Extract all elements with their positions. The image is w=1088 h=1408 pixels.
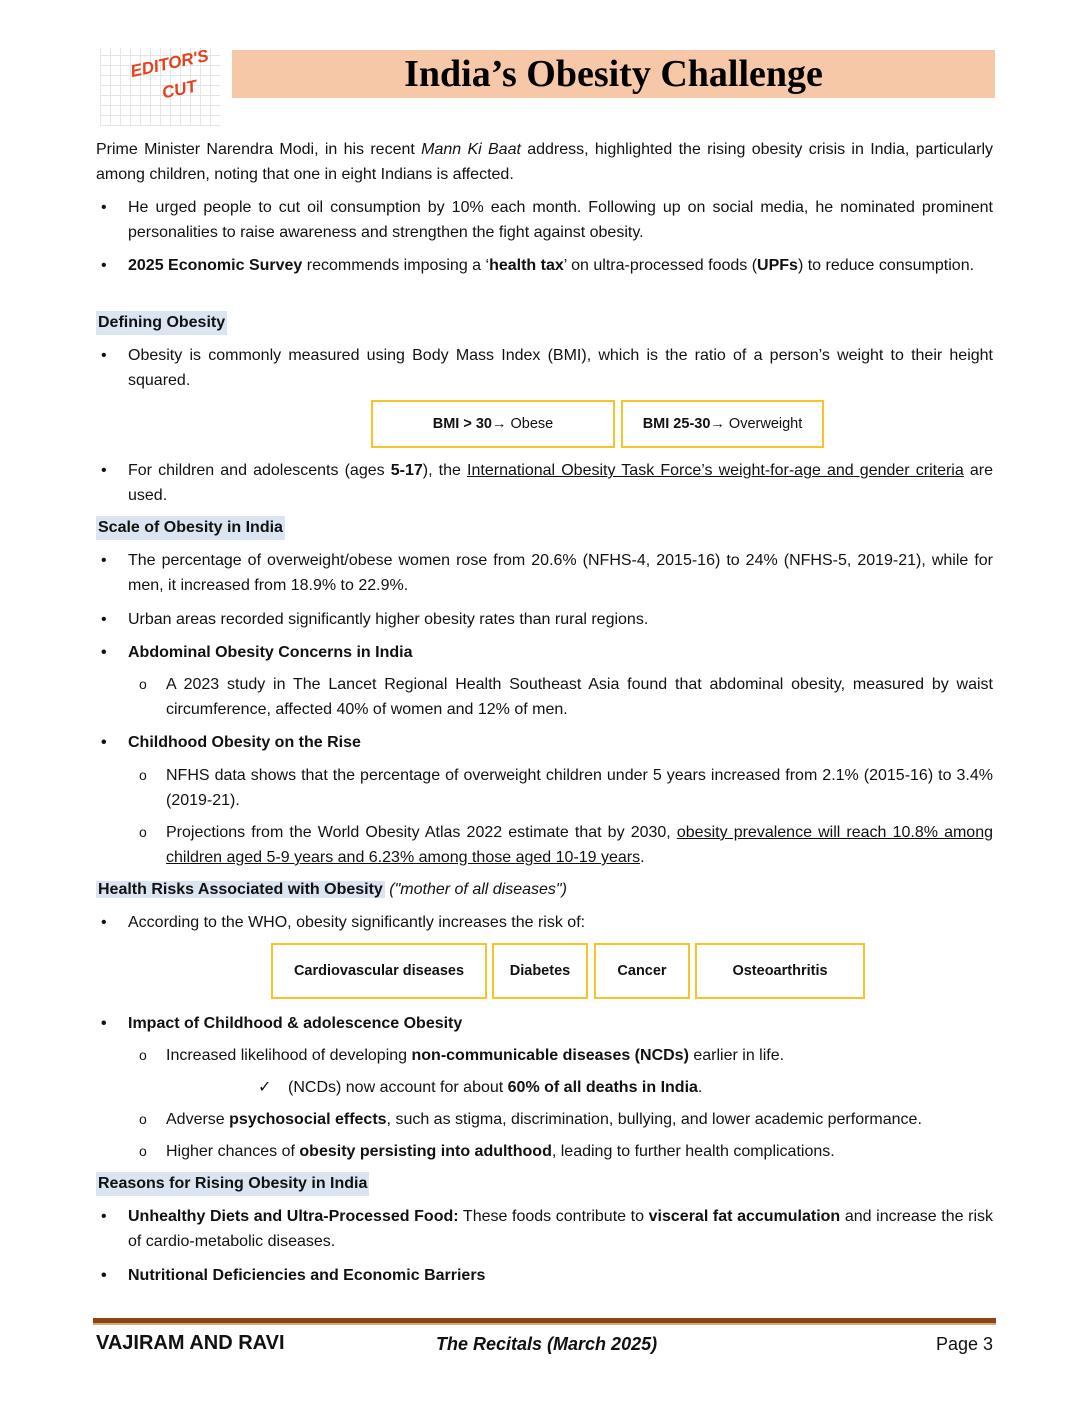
section-heading: Defining Obesity (96, 311, 227, 335)
risk-box: Cancer (594, 943, 690, 999)
list-item: • Unhealthy Diets and Ultra-Processed Food: These foods contribute to visceral fat accumulation and increase the risk of cardio-metabolic diseases. (128, 1204, 993, 1254)
logo-text: EDITOR'S (128, 45, 211, 82)
list-item: • The percentage of overweight/obese women rose from 20.6% (NFHS-4, 2015-16) to 24% (NFHS-5, 2019-21), while for men, it increased from 18.9% to 22.9%. (128, 548, 993, 598)
list-item: • Nutritional Deficiencies and Economic Barriers (128, 1263, 993, 1288)
risk-box: Osteoarthritis (695, 943, 865, 999)
sub-list-item: o Projections from the World Obesity Atlas 2022 estimate that by 2030, obesity prevalence will reach 10.8% among children aged 5-9 years and 6.23% among those aged 10-19 years. (166, 820, 993, 870)
bmi-box-obese: BMI > 30 → Obese (371, 400, 615, 448)
footer-divider (93, 1318, 996, 1325)
footer-org: VAJIRAM AND RAVI (96, 1332, 285, 1354)
check-list-item: ✓ (NCDs) now account for about 60% of all deaths in India. (288, 1075, 993, 1100)
sub-list-item: o Increased likelihood of developing non-communicable diseases (NCDs) earlier in life. (166, 1043, 993, 1068)
list-item: • Urban areas recorded significantly higher obesity rates than rural regions. (128, 607, 993, 632)
editors-cut-logo (100, 45, 220, 126)
list-item: • Obesity is commonly measured using Body Mass Index (BMI), which is the ratio of a person’s weight to their height squared. (128, 343, 993, 393)
list-item: • 2025 Economic Survey recommends imposing a ‘health tax’ on ultra-processed foods (UPFs) to reduce consumption. (128, 253, 993, 278)
intro-paragraph: Prime Minister Narendra Modi, in his recent Mann Ki Baat address, highlighted the rising obesity crisis in India, particularly among children, noting that one in eight Indians is affected. (96, 141, 994, 183)
sub-list-item: o NFHS data shows that the percentage of overweight children under 5 years increased from 2.1% (2015-16) to 3.4% (2019-21). (166, 763, 993, 813)
list-item: • He urged people to cut oil consumption by 10% each month. Following up on social media, he nominated prominent personalities to raise awareness and strengthen the fight against obesity. (128, 195, 993, 245)
sub-list-item: o Higher chances of obesity persisting into adulthood, leading to further health complications. (166, 1139, 993, 1164)
list-item: • According to the WHO, obesity significantly increases the risk of: (128, 910, 993, 935)
page-number: Page 3 (936, 1334, 994, 1354)
section-heading: Health Risks Associated with Obesity ("mother of all diseases") (98, 881, 567, 898)
page-title: India’s Obesity Challenge (404, 53, 823, 95)
list-item: • Abdominal Obesity Concerns in India (128, 640, 993, 665)
section-heading: Scale of Obesity in India (96, 516, 285, 540)
risk-box: Diabetes (492, 943, 588, 999)
list-item: • Childhood Obesity on the Rise (128, 730, 993, 755)
sub-list-item: o A 2023 study in The Lancet Regional Health Southeast Asia found that abdominal obesity, measured by waist circumference, affected 40% of women and 12% of men. (166, 672, 993, 722)
title-banner (232, 50, 995, 98)
section-heading: Reasons for Rising Obesity in India (96, 1172, 369, 1196)
logo-text: CUT (160, 76, 199, 103)
sub-list-item: o Adverse psychosocial effects, such as stigma, discrimination, bullying, and lower academic performance. (166, 1107, 993, 1132)
list-item: • Impact of Childhood & adolescence Obesity (128, 1011, 993, 1036)
bmi-box-overweight: BMI 25-30 → Overweight (621, 400, 824, 448)
risk-box: Cardiovascular diseases (271, 943, 487, 999)
footer-publication: The Recitals (March 2025) (436, 1334, 658, 1354)
list-item: • For children and adolescents (ages 5-17), the International Obesity Task Force’s weight-for-age and gender criteria are used. (128, 458, 993, 508)
